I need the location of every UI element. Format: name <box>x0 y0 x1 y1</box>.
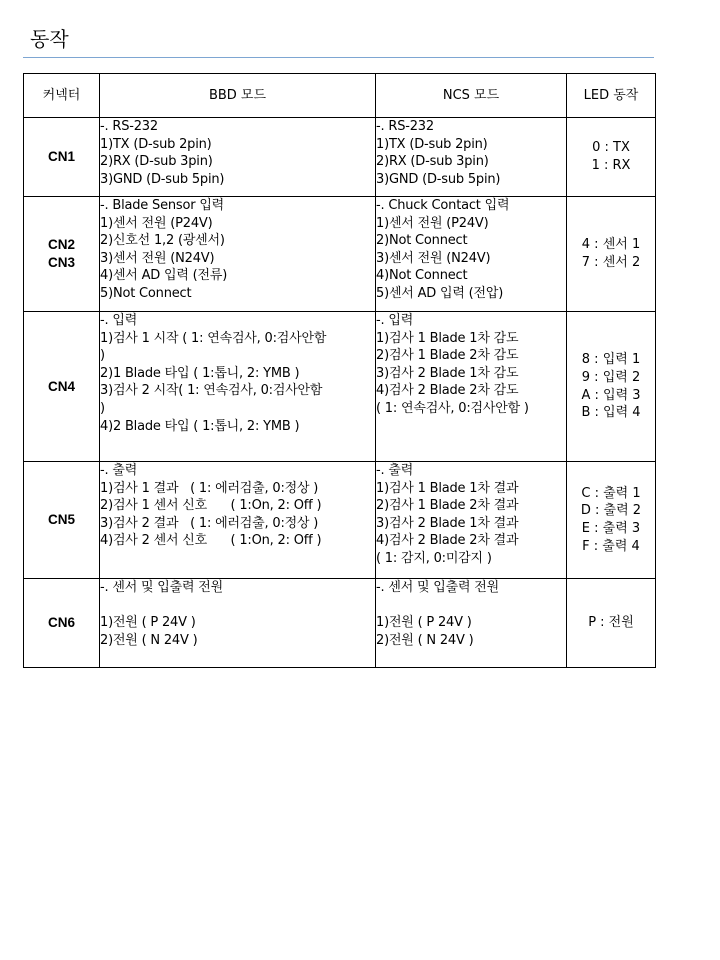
ncs-line: 3)검사 2 Blade 1차 감도 <box>376 365 519 381</box>
bbd-line: 4)검사 2 센서 신호 ( 1:On, 2: Off ) <box>100 533 322 549</box>
connector-cell <box>24 462 100 579</box>
header-bbd-mode: BBD 모드 <box>100 74 376 118</box>
connector-cell <box>24 118 100 197</box>
ncs-line: -. RS-232 <box>376 119 434 134</box>
bbd-line: 1)검사 1 시작 ( 1: 연속검사, 0:검사안함 <box>100 330 327 346</box>
ncs-line: 1)TX (D-sub 2pin) <box>376 136 488 152</box>
led-cell <box>567 579 656 668</box>
ncs-line: 1)검사 1 Blade 1차 결과 <box>376 480 519 496</box>
ncs-line: 3)센서 전원 (N24V) <box>376 250 491 266</box>
page-title: 동작 <box>30 27 69 51</box>
ncs-line <box>376 597 566 615</box>
connector-spec-table <box>23 73 656 668</box>
bbd-mode-cell <box>100 579 376 668</box>
bbd-line: 4)2 Blade 타입 ( 1:톱니, 2: YMB ) <box>100 418 300 434</box>
header-ncs-mode: NCS 모드 <box>376 74 567 118</box>
bbd-line: 3)검사 2 시작( 1: 연속검사, 0:검사안함 <box>100 383 323 399</box>
bbd-line: 1)TX (D-sub 2pin) <box>100 136 212 152</box>
ncs-line: 1)전원 ( P 24V ) <box>376 615 472 631</box>
bbd-line: 2)검사 1 센서 신호 ( 1:On, 2: Off ) <box>100 498 322 514</box>
ncs-line: 2)검사 1 Blade 2차 결과 <box>376 498 519 514</box>
ncs-line: 5)센서 AD 입력 (전압) <box>376 285 504 301</box>
led-line: A : 입력 3 <box>581 387 641 403</box>
connector-label: CN3 <box>47 255 75 270</box>
bbd-mode-cell <box>100 312 376 462</box>
bbd-line: -. 센서 및 입출력 전원 <box>100 580 224 595</box>
ncs-line: -. Chuck Contact 입력 <box>376 198 510 213</box>
ncs-line: 2)검사 1 Blade 2차 감도 <box>376 348 519 364</box>
ncs-mode-cell <box>376 462 567 579</box>
ncs-mode-cell <box>376 197 567 312</box>
ncs-line: -. 센서 및 입출력 전원 <box>376 580 500 595</box>
bbd-line: 5)Not Connect <box>100 285 192 301</box>
table-row <box>24 118 656 197</box>
led-line: 9 : 입력 2 <box>581 369 641 385</box>
led-line: C : 출력 1 <box>581 485 641 501</box>
led-line: B : 입력 4 <box>581 405 641 421</box>
led-line: 7 : 센서 2 <box>581 255 641 270</box>
bbd-line: ) <box>100 400 105 416</box>
ncs-line: 2)RX (D-sub 3pin) <box>376 154 489 170</box>
connector-label: CN2 <box>47 237 75 253</box>
ncs-line: 4)검사 2 Blade 2차 결과 <box>376 533 519 549</box>
bbd-line: 1)전원 ( P 24V ) <box>100 615 196 631</box>
bbd-line <box>100 597 375 615</box>
ncs-line: 1)센서 전원 (P24V) <box>376 215 489 231</box>
led-line: 0 : TX <box>592 140 630 156</box>
bbd-line: 2)전원 ( N 24V ) <box>100 632 198 648</box>
header-connector: 커넥터 <box>24 74 100 118</box>
connector-label: CN1 <box>47 149 75 165</box>
led-cell <box>567 197 656 312</box>
bbd-line: ) <box>100 348 105 364</box>
bbd-line: 3)GND (D-sub 5pin) <box>100 171 225 187</box>
bbd-line: 2)1 Blade 타입 ( 1:톱니, 2: YMB ) <box>100 365 300 381</box>
ncs-line: 4)Not Connect <box>376 268 468 284</box>
led-line: 8 : 입력 1 <box>581 352 641 368</box>
bbd-line: 3)검사 2 결과 ( 1: 에러검출, 0:정상 ) <box>100 515 319 531</box>
bbd-line: 1)센서 전원 (P24V) <box>100 215 213 231</box>
bbd-line: 2)신호선 1,2 (광센서) <box>100 233 225 249</box>
ncs-line: 2)Not Connect <box>376 233 468 249</box>
ncs-line: 2)전원 ( N 24V ) <box>376 632 474 648</box>
led-cell <box>567 118 656 197</box>
bbd-line: 4)센서 AD 입력 (전류) <box>100 268 228 284</box>
ncs-line: 3)검사 2 Blade 1차 결과 <box>376 515 519 531</box>
bbd-line: 1)검사 1 결과 ( 1: 에러검출, 0:정상 ) <box>100 480 319 496</box>
ncs-mode-cell <box>376 118 567 197</box>
title-divider <box>23 57 654 58</box>
led-cell <box>567 312 656 462</box>
table-header-row <box>24 74 656 118</box>
bbd-mode-cell <box>100 118 376 197</box>
ncs-line: -. 출력 <box>376 463 414 478</box>
connector-label: CN4 <box>47 378 75 394</box>
ncs-line: 3)GND (D-sub 5pin) <box>376 171 501 187</box>
table-row <box>24 312 656 462</box>
led-line: D : 출력 2 <box>580 503 642 519</box>
led-line: 1 : RX <box>591 158 631 173</box>
connector-cell <box>24 197 100 312</box>
ncs-line: 1)검사 1 Blade 1차 감도 <box>376 330 519 346</box>
bbd-line: -. Blade Sensor 입력 <box>100 198 225 213</box>
led-line: E : 출력 3 <box>581 521 641 536</box>
bbd-line: 3)센서 전원 (N24V) <box>100 250 215 266</box>
led-line: F : 출력 4 <box>582 538 640 554</box>
ncs-line: ( 1: 감지, 0:미감지 ) <box>376 550 492 566</box>
bbd-mode-cell <box>100 197 376 312</box>
table-row <box>24 462 656 579</box>
bbd-mode-cell <box>100 462 376 579</box>
ncs-line: -. 입력 <box>376 313 414 328</box>
bbd-line: -. 출력 <box>100 463 138 478</box>
bbd-line: -. RS-232 <box>100 119 158 134</box>
ncs-mode-cell <box>376 579 567 668</box>
led-line: P : 전원 <box>588 615 634 631</box>
table-row <box>24 579 656 668</box>
connector-label: CN6 <box>47 615 75 631</box>
connector-cell <box>24 579 100 668</box>
header-led-action: LED 동작 <box>567 74 656 118</box>
ncs-line: 4)검사 2 Blade 2차 감도 <box>376 383 519 399</box>
led-line: 4 : 센서 1 <box>581 237 641 253</box>
bbd-line: -. 입력 <box>100 313 138 328</box>
ncs-mode-cell <box>376 312 567 462</box>
connector-label: CN5 <box>47 512 75 528</box>
table-row <box>24 197 656 312</box>
led-cell <box>567 462 656 579</box>
ncs-line: ( 1: 연속검사, 0:검사안함 ) <box>376 400 529 416</box>
bbd-line: 2)RX (D-sub 3pin) <box>100 154 213 170</box>
connector-cell <box>24 312 100 462</box>
